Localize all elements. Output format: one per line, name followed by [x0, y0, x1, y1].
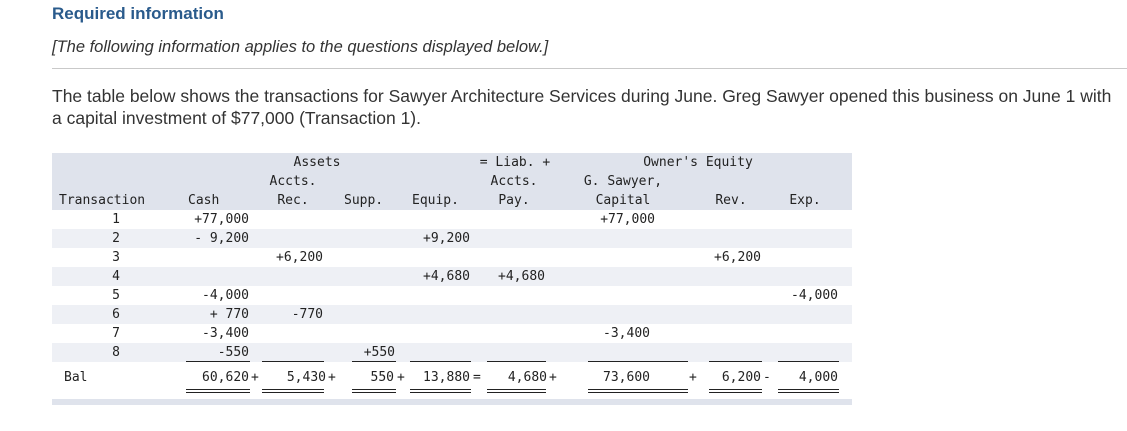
- accounts-receivable-underline: [262, 361, 324, 362]
- intro-paragraph: The table below shows the transactions for Sawyer Architecture Services during June. Greg Sawyer opened this business on June 1 with a capital investment of $77,000 (Transaction 1).: [52, 86, 1112, 128]
- assets-header: Assets: [293, 155, 341, 170]
- transaction-number: 1: [112, 212, 120, 227]
- cash-balance: 60,620: [202, 370, 249, 385]
- required-information-title: Required information: [52, 4, 224, 23]
- accounts-payable-underline: [487, 361, 546, 362]
- accounts-receivable-cell: -770: [291, 307, 323, 322]
- capital-cell: +77,000: [600, 212, 655, 227]
- accounts-receivable-cell: +6,200: [276, 250, 323, 265]
- divider: [52, 68, 1127, 69]
- equipment-double-underline: [410, 389, 471, 393]
- accounts-receivable-header-line1: Accts.: [269, 174, 317, 189]
- expenses-balance: 4,000: [798, 370, 838, 385]
- equipment-balance: 13,880: [423, 370, 470, 385]
- revenues-underline: [709, 361, 762, 362]
- cash-cell: -3,400: [202, 326, 249, 341]
- transaction-number: 3: [112, 250, 120, 265]
- accounts-payable-double-underline: [487, 389, 546, 393]
- equipment-underline: [410, 361, 471, 362]
- cash-column-header: Cash: [188, 193, 220, 208]
- expenses-column-header: Exp.: [789, 193, 821, 208]
- expenses-double-underline: [778, 389, 839, 393]
- expenses-underline: [778, 361, 839, 362]
- row-stripe: [52, 305, 852, 324]
- transaction-number: 2: [112, 231, 120, 246]
- transaction-number: 8: [112, 345, 120, 360]
- plus-operator: +: [549, 370, 557, 385]
- transaction-column-header: Transaction: [59, 193, 146, 208]
- plus-operator: +: [689, 370, 697, 385]
- cash-cell: -550: [217, 345, 249, 360]
- plus-operator: +: [397, 370, 405, 385]
- liabilities-header: = Liab. +: [479, 155, 551, 170]
- transaction-number: 4: [112, 269, 120, 284]
- accounts-receivable-header-line2: Rec.: [277, 193, 309, 208]
- revenues-cell: +6,200: [714, 250, 761, 265]
- plus-operator: +: [251, 370, 259, 385]
- expenses-cell: -4,000: [791, 288, 838, 303]
- supplies-column-header: Supp.: [344, 193, 384, 208]
- supplies-underline: [352, 361, 396, 362]
- supplies-cell: +550: [363, 345, 395, 360]
- accounts-payable-balance: 4,680: [507, 370, 547, 385]
- accounts-payable-cell: +4,680: [498, 269, 545, 284]
- cash-cell: +77,000: [194, 212, 249, 227]
- accounts-receivable-double-underline: [262, 389, 324, 393]
- transaction-number: 5: [112, 288, 120, 303]
- capital-balance: 73,600: [603, 370, 650, 385]
- transaction-number: 7: [112, 326, 120, 341]
- capital-underline: [588, 361, 688, 362]
- equals-operator: =: [473, 370, 481, 385]
- balance-label: Bal: [64, 370, 88, 385]
- cash-cell: + 770: [209, 307, 249, 322]
- revenues-column-header: Rev.: [715, 193, 747, 208]
- accounts-payable-header-line2: Pay.: [498, 193, 530, 208]
- accounts-receivable-balance: 5,430: [286, 370, 326, 385]
- owners-equity-header: Owner's Equity: [643, 155, 753, 170]
- capital-header-line1: G. Sawyer,: [583, 174, 663, 189]
- capital-cell: -3,400: [603, 326, 650, 341]
- cash-underline: [186, 361, 250, 362]
- supplies-balance: 550: [370, 370, 394, 385]
- capital-double-underline: [588, 389, 688, 393]
- transaction-number: 6: [112, 307, 120, 322]
- minus-operator: -: [763, 370, 771, 385]
- cash-cell: -4,000: [202, 288, 249, 303]
- row-stripe: [52, 343, 852, 362]
- plus-operator: +: [328, 370, 336, 385]
- cash-double-underline: [186, 389, 250, 393]
- supplies-double-underline: [352, 389, 396, 393]
- transaction-table: [52, 153, 852, 405]
- capital-header-line2: Capital: [595, 193, 651, 208]
- revenues-balance: 6,200: [721, 370, 761, 385]
- cash-cell: - 9,200: [194, 231, 249, 246]
- accounts-payable-header-line1: Accts.: [490, 174, 538, 189]
- revenues-double-underline: [709, 389, 762, 393]
- equipment-column-header: Equip.: [412, 193, 459, 208]
- equipment-cell: +4,680: [423, 269, 470, 284]
- info-note: [The following information applies to the questions displayed below.]: [52, 38, 549, 56]
- table-footer-band: [52, 399, 852, 405]
- equipment-cell: +9,200: [423, 231, 470, 246]
